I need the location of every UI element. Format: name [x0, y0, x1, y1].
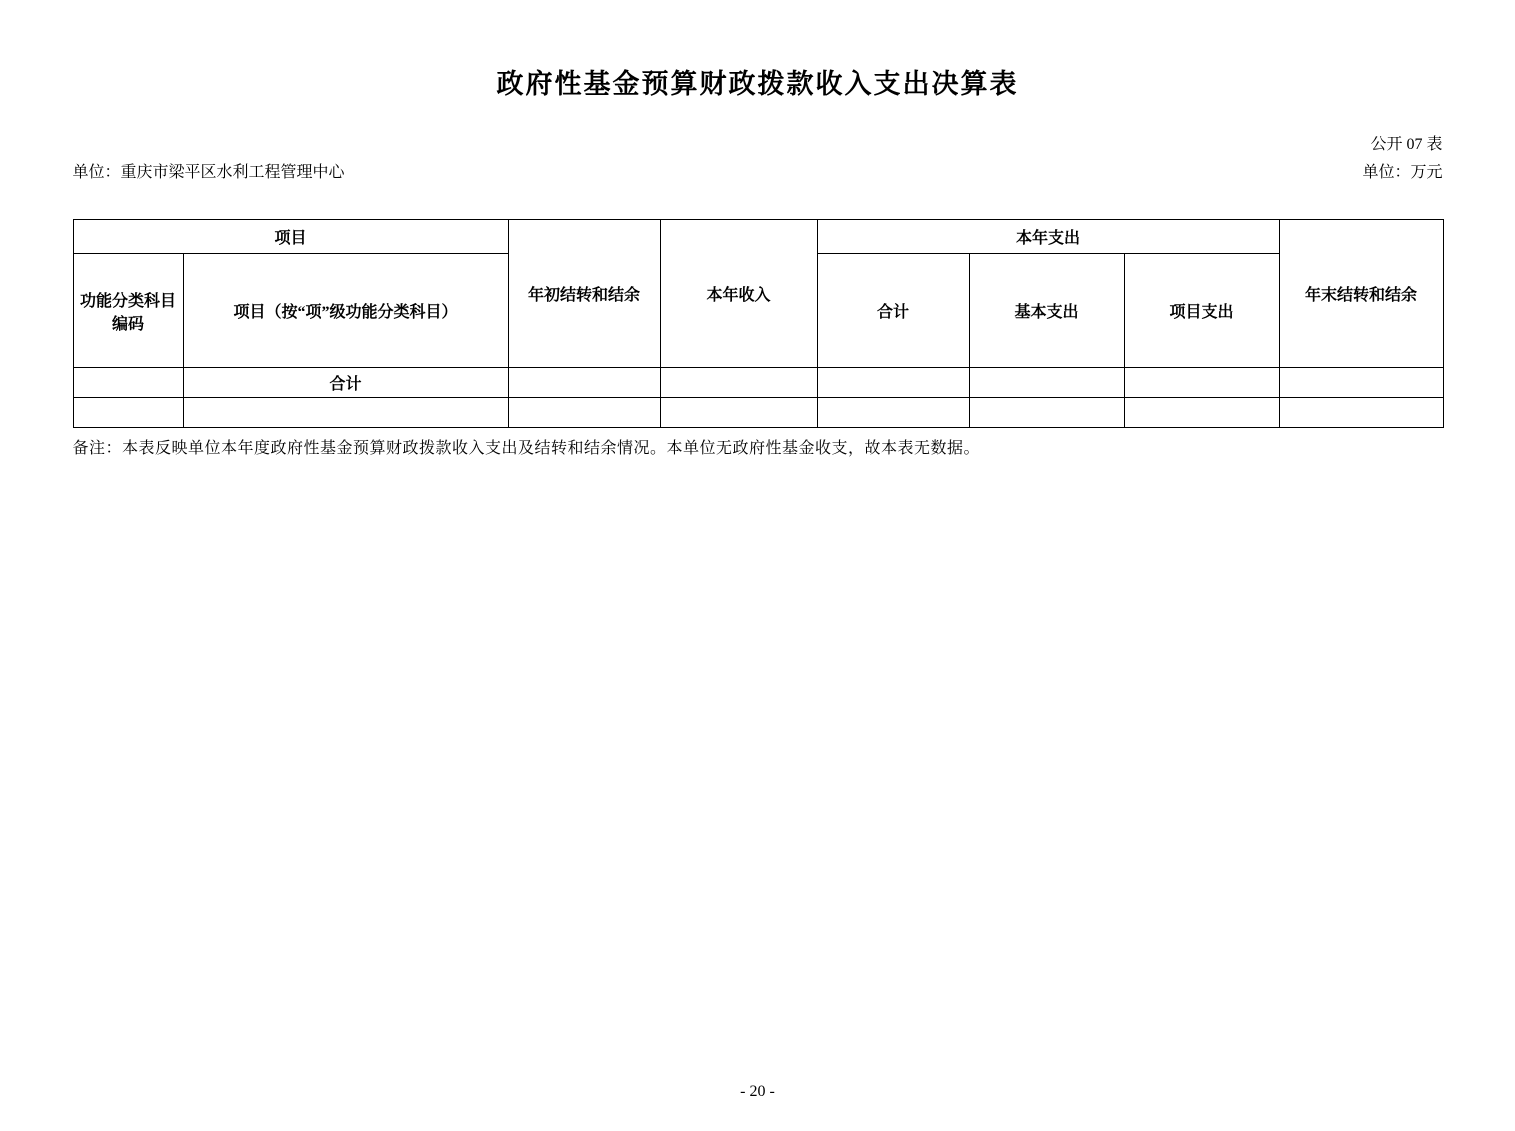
budget-table-container: [73, 219, 1443, 428]
amount-unit-line: 单位：万元: [1362, 164, 1443, 181]
cell-exp-basic: [969, 398, 1124, 428]
header-begin-balance: 年初结转和结余: [508, 220, 660, 368]
header-current-expenditure-group: 本年支出: [817, 220, 1279, 254]
unit-name-line: 单位：重庆市梁平区水利工程管理中心: [72, 164, 345, 181]
cell-exp-total: [817, 398, 969, 428]
table-row: [73, 368, 1443, 398]
document-meta: [72, 101, 1443, 181]
table-note: 备注：本表反映单位本年度政府性基金预算财政拨款收入支出及结转和结余情况。本单位无政府性基金收支，故本表无数据。: [72, 440, 981, 457]
document-page: [0, 62, 1515, 1131]
cell-function-code: [73, 398, 183, 428]
header-exp-basic: 基本支出: [969, 254, 1124, 368]
cell-row-label: 合计: [183, 368, 508, 398]
cell-current-income: [660, 368, 817, 398]
cell-end-balance: [1279, 398, 1443, 428]
cell-exp-total: [817, 368, 969, 398]
header-project-group: 项目: [73, 220, 508, 254]
cell-exp-project: [1124, 368, 1279, 398]
table-header-row-group: [73, 220, 1443, 254]
cell-begin-balance: [508, 368, 660, 398]
page-title: 政府性基金预算财政拨款收入支出决算表: [496, 69, 1019, 99]
budget-table: [73, 219, 1444, 428]
cell-row-label: [183, 398, 508, 428]
cell-exp-basic: [969, 368, 1124, 398]
header-current-income: 本年收入: [660, 220, 817, 368]
cell-current-income: [660, 398, 817, 428]
page-number: - 20 -: [740, 1083, 775, 1100]
cell-end-balance: [1279, 368, 1443, 398]
form-number: 公开 07 表: [1370, 136, 1443, 153]
header-exp-total: 合计: [817, 254, 969, 368]
cell-exp-project: [1124, 398, 1279, 428]
cell-function-code: [73, 368, 183, 398]
header-project-name: 项目（按“项”级功能分类科目）: [183, 254, 508, 368]
table-row: [73, 398, 1443, 428]
header-function-code: 功能分类科目编码: [73, 254, 183, 368]
header-end-balance: 年末结转和结余: [1279, 220, 1443, 368]
header-exp-project: 项目支出: [1124, 254, 1279, 368]
cell-begin-balance: [508, 398, 660, 428]
